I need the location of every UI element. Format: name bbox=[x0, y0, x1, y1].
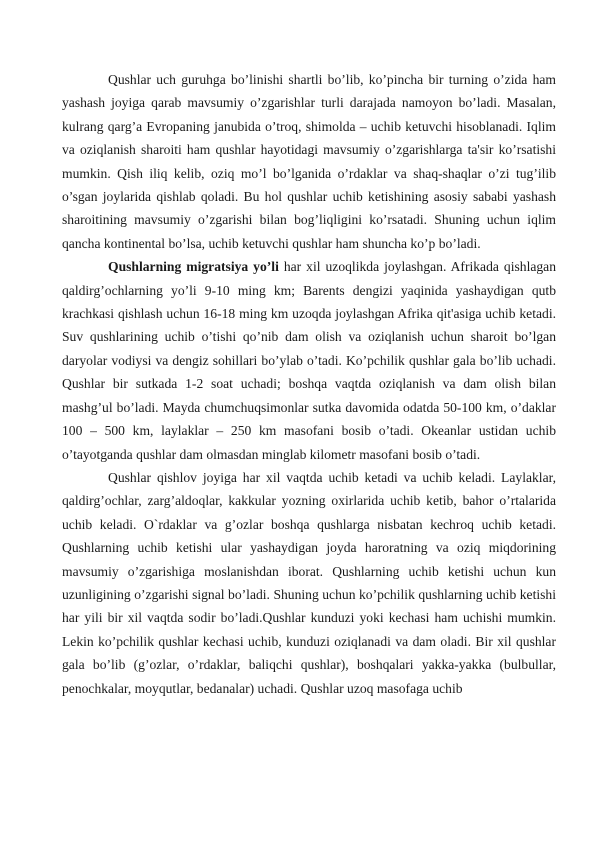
paragraph-heading: Qushlarning migratsiya yo’li bbox=[108, 259, 279, 275]
paragraph-text: Qushlar qishlov joyiga har xil vaqtda uchib ketadi va uchib keladi. Laylaklar, qaldirg’ochlar, zarg’aldoqlar, kakkular yozning oxirlarida uchib ketib, bahor o’rtalarida uchib keladi. O`rdaklar va g’ozlar boshqa qushlarga nisbatan kechroq uchib ketadi. Qushlarning uchib ketishi ular yashaydigan joyda haroratning va oziq miqdorining mavsumiy o’zgarishiga moslanishdan iborat. Qushlarning uchib ketishi uchun kun uzunligining o’zgarishi signal bo’ladi. Shuning uchun ko’pchilik qushlarning uchib ketishi har yili bir xil vaqtda sodir bo’ladi.Qushlar kunduzi yoki kechasi ham uchishi mumkin. Lekin ko’pchilik qushlar kechasi uchib, kunduzi oziqlanadi va dam oladi. Bir xil qushlar gala bo’lib (g’ozlar, o’rdaklar, baliqchi qushlar), boshqalari yakka-yakka (bulbullar, penochkalar, moyqutlar, bedanalar) uchadi. Qushlar uzoq masofaga uchib bbox=[62, 469, 556, 696]
paragraph-migration-routes bbox=[62, 255, 556, 466]
document-page bbox=[62, 68, 556, 700]
paragraph-migration-timing bbox=[62, 466, 556, 700]
paragraph-seasonal-changes bbox=[62, 68, 556, 255]
paragraph-text: har xil uzoqlikda joylashgan. Afrikada qishlagan qaldirg’ochlarning yo’li 9-10 ming km; Barents dengizi yaqinida yashaydigan qutb krachkasi qishlash uchun 16-18 ming km uzoqda joylashgan Afrika qit'asiga uchib ketadi. Suv qushlarining uchib o’tishi qo’nib dam olish va oziqlanish uchun sharoit bo’lgan daryolar vodiysi va dengiz sohillari bo’ylab o’tadi. Ko’pchilik qushlar gala bo’lib uchadi. Qushlar bir sutkada 1-2 soat uchadi; boshqa vaqtda oziqlanish va dam olish bilan mashg’ul bo’ladi. Mayda chumchuqsimonlar sutka davomida odatda 50-100 km, o’daklar 100 – 500 km, laylaklar – 250 km masofani bosib o’tadi. Okeanlar ustidan uchib o’tayotganda qushlar dam olmasdan minglab kilometr masofani bosib o’tadi. bbox=[62, 259, 557, 462]
paragraph-text: Qushlar uch guruhga bo’linishi shartli bo’lib, ko’pincha bir turning o’zida ham yashash joyiga qarab mavsumiy o’zgarishlar turli darajada namoyon bo’ladi. Masalan, kulrang qarg’a Evropaning janubida o’troq, shimolda – uchib ketuvchi hisoblanadi. Iqlim va oziqlanish sharoiti ham qushlar hayotidagi mavsumiy o’zgarishlarga ta'sir ko’rsatishi mumkin. Qish iliq kelib, oziq mo’l bo’lganida o’rdaklar va shaq-shaqlar o’zi tug’ilib o’sgan joylarida qishlab qoladi. Bu hol qushlar uchib ketishining asosiy sababi yashash sharoitining mavsumiy o’zgarishi bilan bog’liqligini ko’rsatadi. Shuning uchun iqlim qancha kontinental bo’lsa, uchib ketuvchi qushlar ham shuncha ko’p bo’ladi. bbox=[62, 72, 556, 251]
